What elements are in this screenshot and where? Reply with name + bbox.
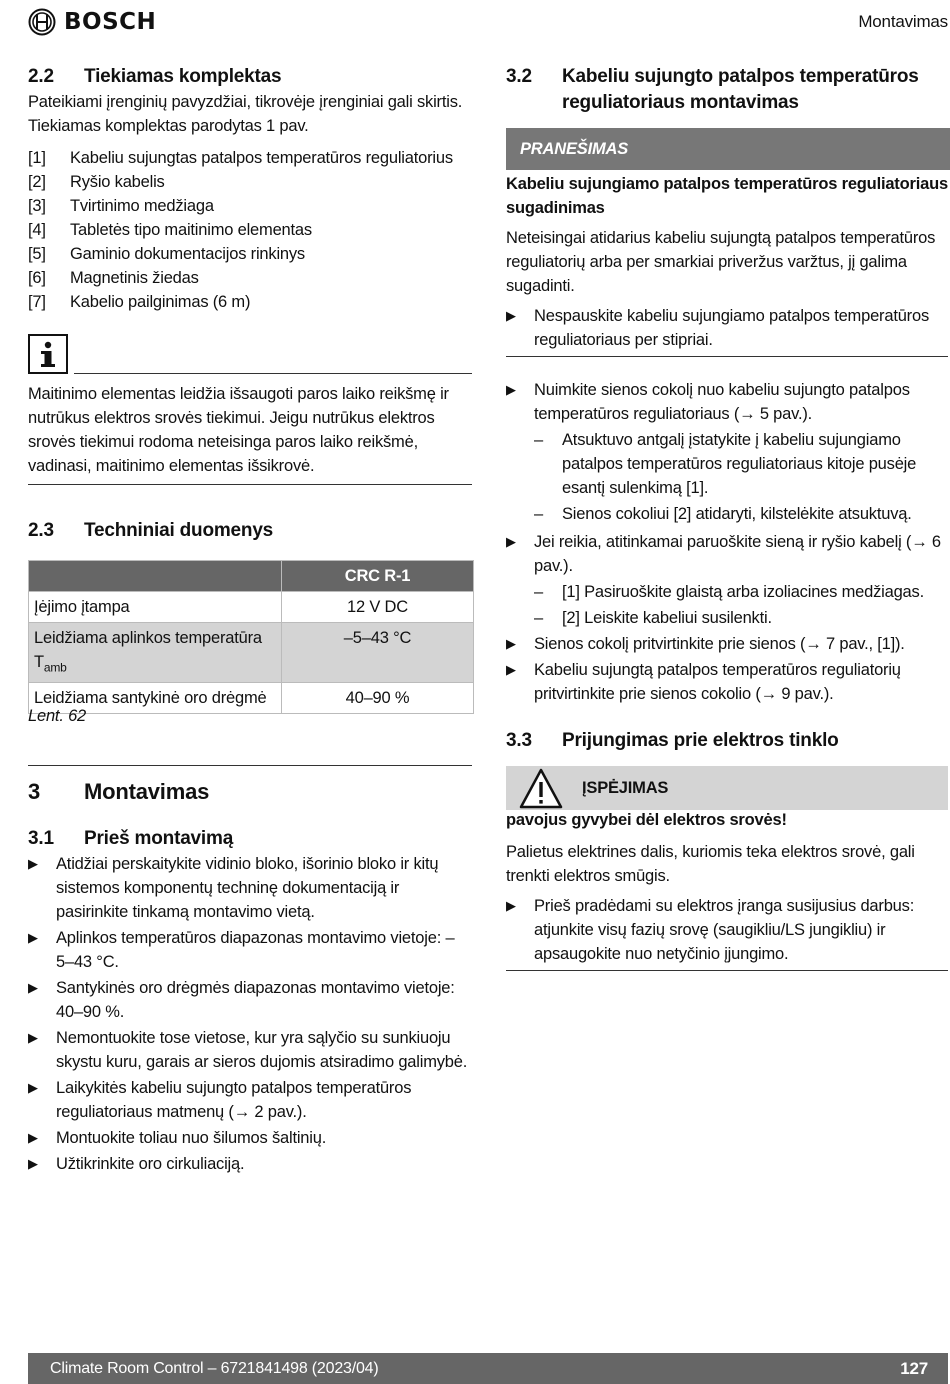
notice-bullets — [506, 304, 948, 357]
info-icon — [28, 334, 68, 374]
notice-body — [506, 172, 948, 357]
list-item: [2] Ryšio kabelis — [28, 173, 165, 191]
sub-list-item: – [2] Leiskite kabeliui susilenkti. — [534, 609, 772, 627]
list-item: ▶ Nespauskite kabeliu sujungiamo patalpos temperatūros reguliatoriaus per stipriai. — [506, 307, 930, 349]
notice-label: PRANEŠIMAS — [506, 128, 950, 170]
warning-body — [506, 808, 948, 971]
section-3-2 — [506, 64, 948, 116]
chapter-heading: 3 Montavimas — [28, 779, 210, 804]
table-row: Įėjimo įtampa 12 V DC — [29, 592, 474, 623]
list-item: ▶ Montuokite toliau nuo šilumos šaltinių. — [28, 1129, 327, 1147]
list-item: [1] Kabeliu sujungtas patalpos temperatūros reguliatorius — [28, 149, 453, 167]
page-number: 127 — [900, 1358, 928, 1378]
bullet-list — [506, 378, 948, 426]
sub-list — [506, 428, 948, 526]
info-box-header — [28, 334, 472, 374]
list-item: [5] Gaminio dokumentacijos rinkinys — [28, 245, 305, 263]
warning-bullets — [506, 894, 948, 971]
install-steps — [506, 378, 948, 708]
notice-heading: Kabeliu sujungiamo patalpos temperatūros reguliatoriaus sugadinimas — [506, 175, 948, 217]
table-row: Leidžiama aplinkos temperatūra $T_{amb}$ –5–43 °C — [29, 623, 474, 683]
header-section-title: Montavimas — [858, 12, 948, 31]
section-3-3 — [506, 728, 948, 754]
brand-logo — [28, 6, 156, 38]
list-item: ▶ Jei reikia, atitinkamai paruoškite sieną ir ryšio kabelį (→ 6 pav.). — [506, 533, 941, 575]
bullet-list — [506, 632, 948, 706]
table-caption: Lent. 62 — [28, 707, 87, 725]
list-item: ▶ Nuimkite sienos cokolį nuo kabeliu sujungto patalpos temperatūros reguliatoriaus (→ 5 pav.). — [506, 381, 910, 423]
warning-heading: pavojus gyvybei dėl elektros srovės! — [506, 811, 787, 829]
table-header-blank — [29, 561, 282, 592]
table-header-model: CRC R-1 — [282, 561, 474, 592]
section-2-2 — [28, 64, 472, 314]
list-item: ▶ Kabeliu sujungtą patalpos temperatūros reguliatorių pritvirtinkite prie sienos cokolio (→ 9 pav.). — [506, 661, 901, 703]
section-heading: 3.2 Kabeliu sujungto patalpos temperatūros reguliatoriaus montavimas — [506, 66, 919, 113]
list-item: [7] Kabelio pailginimas (6 m) — [28, 293, 251, 311]
section-heading: 3.1 Prieš montavimą — [28, 828, 234, 849]
sub-list-item: – [1] Pasiruoškite glaistą arba izoliacines medžiagas. — [534, 583, 924, 601]
warning-banner — [506, 766, 948, 810]
section-intro: Pateikiami įrenginių pavyzdžiai, tikrovėje įrenginiai gali skirtis. Tiekiamas komplektas parodytas 1 pav. — [28, 93, 463, 135]
list-item: ▶ Prieš pradėdami su elektros įranga susijusius darbus: atjunkite visų fazių srovę (saugikliu/LS jungikliu) ir apsaugokite nuo netyčinio įjungimo. — [506, 897, 915, 963]
list-item: ▶ Santykinės oro drėgmės diapazonas montavimo vietoje: 40–90 %. — [28, 979, 455, 1021]
page-footer — [28, 1353, 948, 1384]
list-item: ▶ Atidžiai perskaitykite vidinio bloko, išorinio bloko ir kitų sistemos komponentų techninę dokumentaciją ir pasirinkite tinkamą montavimo vietą. — [28, 855, 439, 921]
chapter-divider — [28, 765, 472, 766]
notice-text: Neteisingai atidarius kabeliu sujungtą patalpos temperatūros reguliatorių arba per smarkiai priveržus varžtus, jį galima sugadinti. — [506, 229, 936, 295]
chapter-3 — [28, 778, 472, 806]
tech-data-table — [28, 560, 474, 714]
info-text: Maitinimo elementas leidžia išsaugoti paros laiko reikšmę ir nutrūkus elektros srovės tiekimui. Jeigu nutrūkus elektros srovės tiekimui rodoma neteisinga paros laiko reikšmė, vadinasi, maitinimo elementas išsikrovė. — [28, 382, 472, 485]
section-2-3 — [28, 518, 472, 544]
table-row: Leidžiama santykinė oro drėgmė 40–90 % — [29, 683, 474, 714]
warning-text: Palietus elektrines dalis, kuriomis teka elektros srovė, gali trenkti elektros smūgis. — [506, 843, 915, 885]
list-item: ▶ Sienos cokolį pritvirtinkite prie sienos (→ 7 pav., [1]). — [506, 635, 905, 653]
supply-list — [28, 146, 472, 314]
footer-doc-info: Climate Room Control – 6721841498 (2023/04) — [50, 1359, 379, 1377]
list-item: [6] Magnetinis žiedas — [28, 269, 199, 287]
list-item: [3] Tvirtinimo medžiaga — [28, 197, 214, 215]
list-item: [4] Tabletės tipo maitinimo elementas — [28, 221, 312, 239]
list-item: ▶ Užtikrinkite oro cirkuliaciją. — [28, 1155, 245, 1173]
bullet-list — [28, 852, 472, 1176]
sub-list-item: – Atsuktuvo antgalį įstatykite į kabeliu sujungiamo patalpos temperatūros reguliatoriaus kitoje pusėje esantį sulenkimą [1]. — [534, 431, 917, 497]
bullet-list — [506, 530, 948, 578]
list-item: ▶ Laikykitės kabeliu sujungto patalpos temperatūros reguliatoriaus matmenų (→ 2 pav.). — [28, 1079, 412, 1121]
warning-triangle-icon — [518, 767, 564, 809]
sub-list-item: – Sienos cokoliui [2] atidaryti, kilstelėkite atsuktuvą. — [534, 505, 912, 523]
section-heading: 3.3 Prijungimas prie elektros tinklo — [506, 730, 839, 751]
sub-list — [506, 580, 948, 630]
section-heading: 2.2 Tiekiamas komplektas — [28, 66, 282, 87]
list-item: ▶ Nemontuokite tose vietose, kur yra sąlyčio su sunkiuoju skystu kuru, garais ar sieros dujomis atsiradimo galimybė. — [28, 1029, 468, 1071]
bosch-logo-icon — [28, 8, 56, 36]
section-heading: 2.3 Techniniai duomenys — [28, 520, 274, 541]
list-item: ▶ Aplinkos temperatūros diapazonas montavimo vietoje: –5–43 °C. — [28, 929, 455, 971]
section-3-1 — [28, 826, 472, 1178]
warning-label: ĮSPĖJIMAS — [582, 779, 669, 797]
brand-name: BOSCH — [64, 9, 157, 35]
